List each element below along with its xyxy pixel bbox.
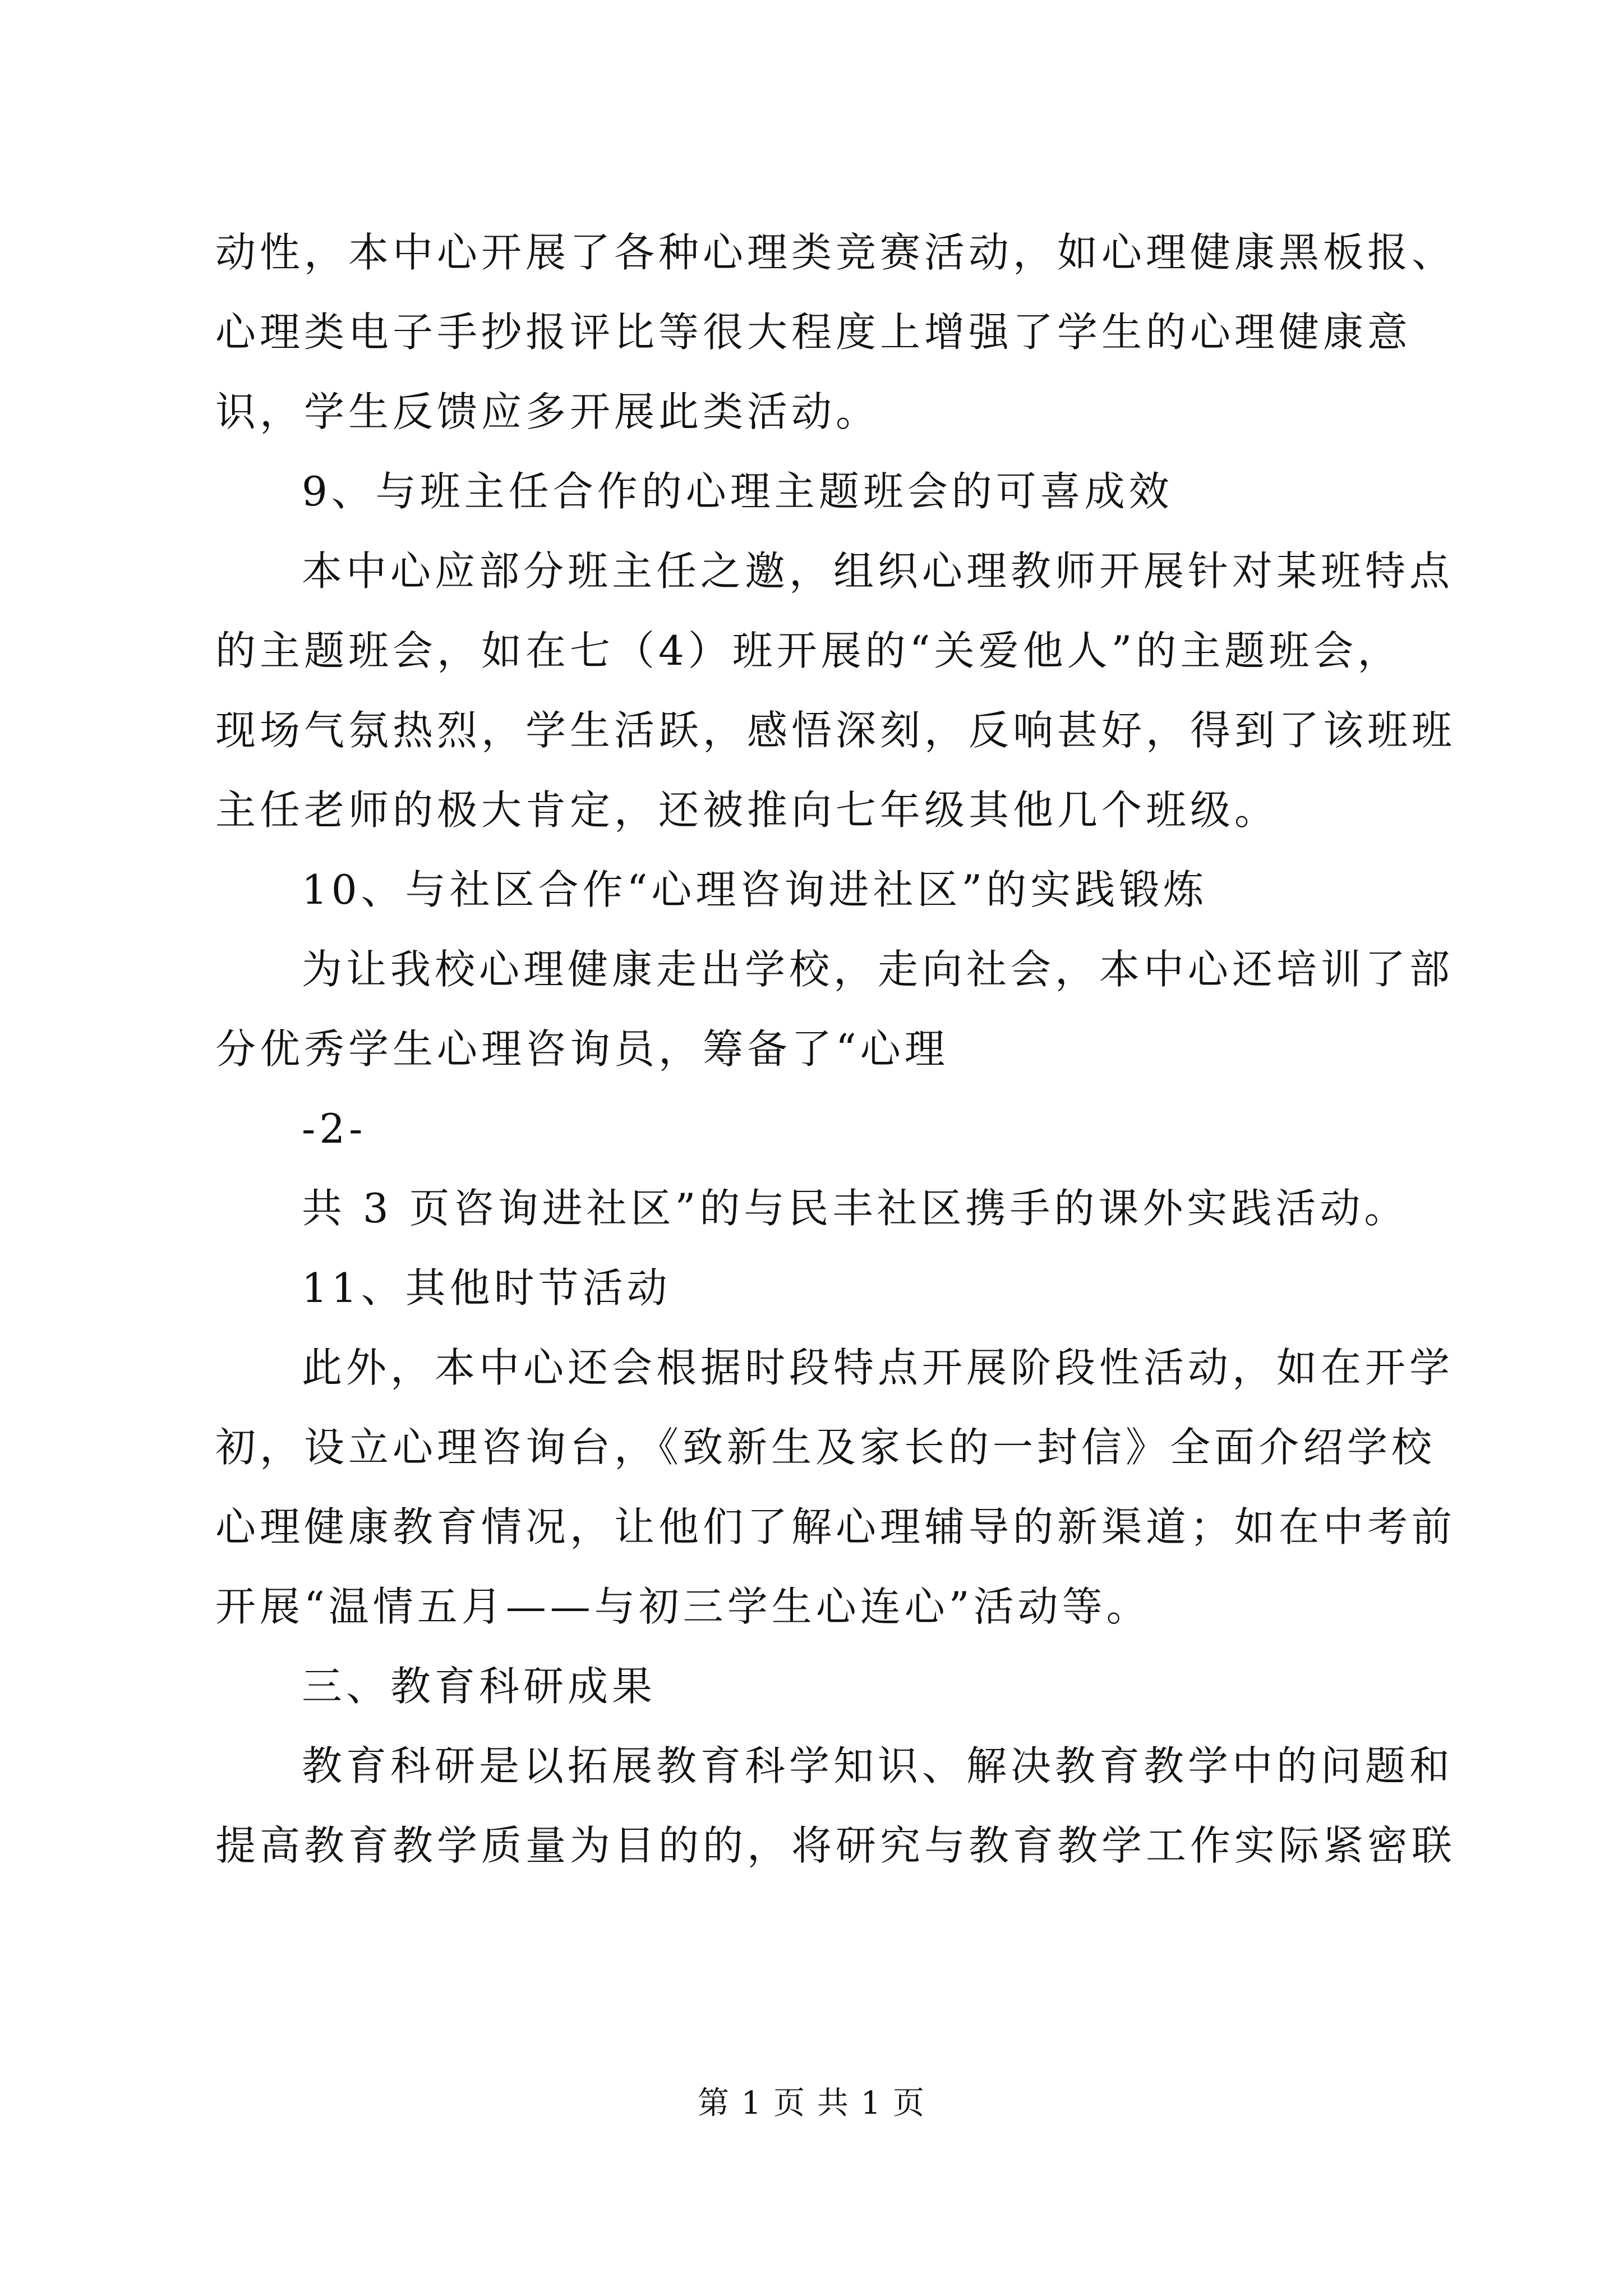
text-line-6: 的主题班会，如在七（4）班开展的“关爱他人”的主题班会， — [215, 627, 1402, 674]
text-line-13: 共 3 页咨询进社区”的与民丰社区携手的课外实践活动。 — [302, 1185, 1409, 1232]
text-line-11: 分优秀学生心理咨询员，筹备了“心理 — [215, 1025, 949, 1073]
text-line-15: 此外，本中心还会根据时段特点开展阶段性活动，如在开学 — [302, 1344, 1454, 1391]
section-heading-9: 9、与班主任合作的心理主题班会的可喜成效 — [302, 468, 1173, 515]
section-heading-10: 10、与社区合作“心理咨询进社区”的实践锻炼 — [302, 866, 1208, 913]
page-footer: 第 1 页 共 1 页 — [697, 2085, 926, 2122]
text-line-7: 现场气氛热烈，学生活跃，感悟深刻，反响甚好，得到了该班班 — [215, 707, 1456, 754]
text-line-10: 为让我校心理健康走出学校，走向社会，本中心还培训了部 — [302, 946, 1454, 993]
text-line-3: 识，学生反馈应多开展此类活动。 — [215, 388, 880, 435]
text-line-8: 主任老师的极大肯定，还被推向七年级其他几个班级。 — [215, 786, 1279, 834]
text-line-18: 开展“温情五月——与初三学生心连心”活动等。 — [215, 1583, 1151, 1630]
text-line-1: 动性，本中心开展了各种心理类竞赛活动，如心理健康黑板报、 — [215, 229, 1456, 276]
text-line-21: 提高教育教学质量为目的的，将研究与教育教学工作实际紧密联 — [215, 1822, 1456, 1869]
text-line-20: 教育科研是以拓展教育科学知识、解决教育教学中的问题和 — [302, 1742, 1454, 1789]
text-line-5: 本中心应部分班主任之邀，组织心理教师开展针对某班特点 — [302, 547, 1454, 595]
text-line-17: 心理健康教育情况，让他们了解心理辅导的新渠道；如在中考前 — [215, 1503, 1456, 1550]
section-heading-11: 11、其他时节活动 — [302, 1264, 671, 1312]
text-line-16: 初，设立心理咨询台，《致新生及家长的一封信》全面介绍学校 — [215, 1424, 1436, 1471]
section-heading-3: 三、教育科研成果 — [302, 1663, 657, 1710]
text-line-2: 心理类电子手抄报评比等很大程度上增强了学生的心理健康意 — [215, 309, 1412, 356]
inline-page-number: -2- — [302, 1105, 367, 1152]
